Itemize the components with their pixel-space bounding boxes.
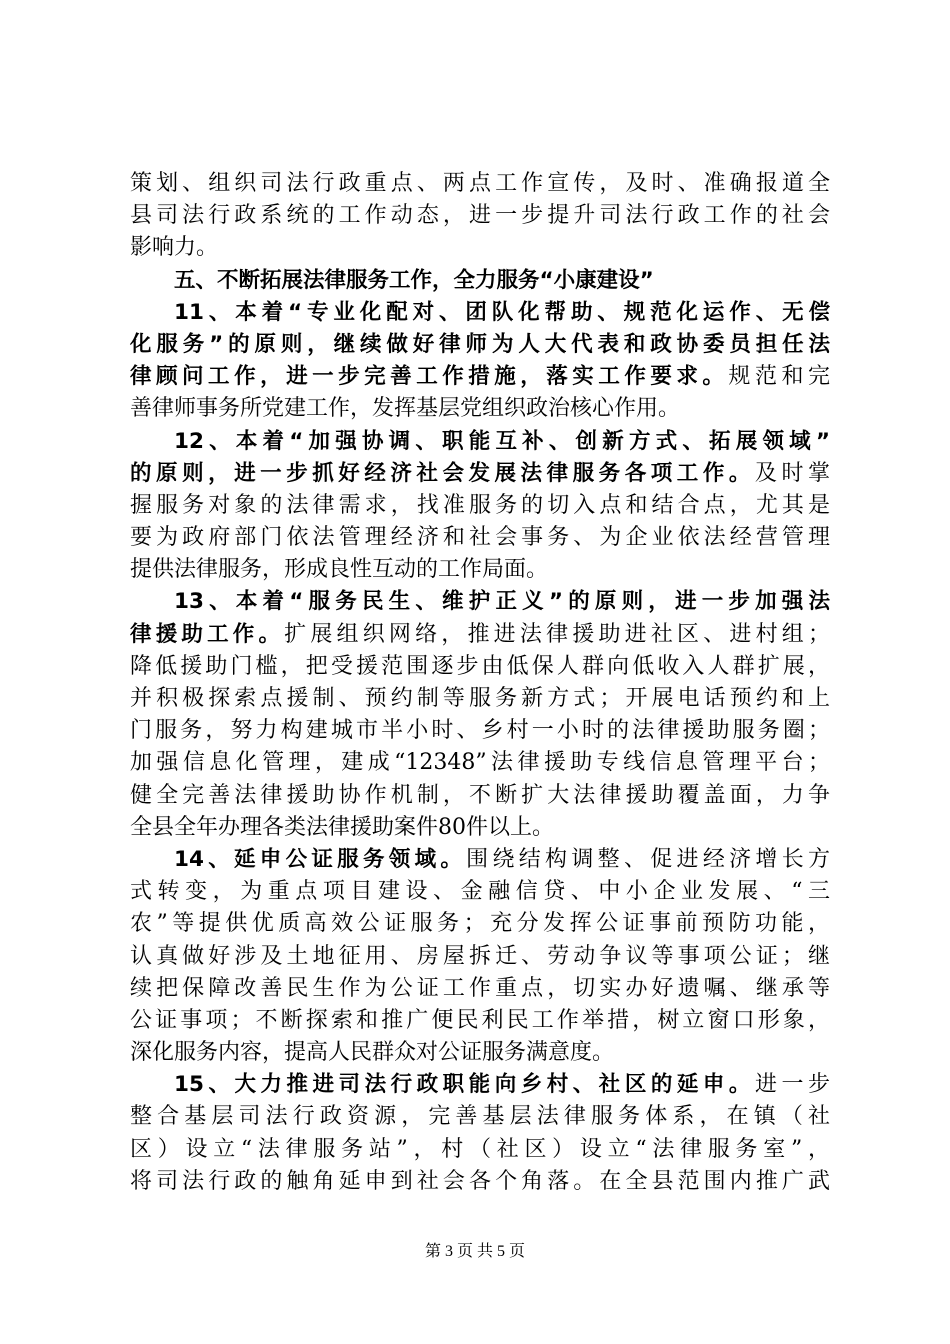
text-line — [130, 329, 830, 361]
bold-text-segment: 律顾问工作，进一步完善工作措施，落实工作要求。 — [130, 364, 729, 390]
text-line — [130, 458, 830, 490]
text-line — [130, 426, 830, 458]
text-segment: 区）设立“法律服务站”，村（社区）设立“法律服务室”， — [130, 1136, 830, 1162]
bold-text-segment: 五、不断拓展法律服务工作，全力服务“小康建设” — [174, 267, 654, 293]
text-line — [130, 1134, 830, 1166]
bold-text-segment: 化服务”的原则，继续做好律师为人大代表和政协委员担任法 — [130, 331, 830, 357]
text-segment: 规范和完 — [728, 364, 830, 390]
text-line — [130, 683, 830, 715]
text-segment: 并积极探索点援制、预约制等服务新方式；开展电话预约和上 — [130, 686, 830, 711]
text-line — [130, 361, 830, 393]
text-line — [130, 393, 830, 425]
text-segment: 要为政府部门依法管理经济和社会事务、为企业依法经营管理 — [130, 525, 830, 551]
text-line — [130, 1069, 830, 1101]
text-segment: 整合基层司法行政资源，完善基层法律服务体系，在镇（社 — [130, 1104, 830, 1130]
bold-text-segment: 15、大力推进司法行政职能向乡村、社区的延申。 — [174, 1072, 755, 1098]
text-line — [130, 200, 830, 232]
text-segment: 进一步 — [754, 1072, 830, 1098]
text-segment: 公证事项；不断探索和推广便民利民工作举措，树立窗口形象， — [130, 1007, 830, 1033]
document-body — [130, 168, 830, 1198]
text-line — [130, 232, 830, 264]
bold-text-segment: 11、本着“专业化配对、团队化帮助、规范化运作、无偿 — [174, 299, 830, 325]
text-line — [130, 651, 830, 683]
text-segment: 续把保障改善民生作为公证工作重点，切实办好遗嘱、继承等 — [130, 975, 830, 1001]
text-segment: 农”等提供优质高效公证服务；充分发挥公证事前预防功能， — [130, 911, 830, 937]
text-segment: 影响力。 — [130, 235, 219, 261]
bold-text-segment: 律援助工作。 — [130, 621, 285, 647]
text-segment: 深化服务内容，提高人民群众对公证服务满意度。 — [130, 1040, 615, 1066]
bold-text-segment: 14、延申公证服务领域。 — [174, 846, 467, 872]
text-line — [130, 490, 830, 522]
page-footer: 第 3 页 共 5 页 — [424, 1243, 525, 1260]
text-line — [130, 876, 830, 908]
text-line — [130, 941, 830, 973]
bold-text-segment: 13、本着“服务民生、维护正义”的原则，进一步加强法 — [174, 589, 830, 615]
text-line — [130, 1166, 830, 1198]
text-segment: 策划、组织司法行政重点、两点工作宣传，及时、准确报道全 — [130, 171, 830, 196]
text-segment: 善律师事务所党建工作，发挥基层党组织政治核心作用。 — [130, 396, 681, 422]
text-segment: 及时掌 — [754, 460, 830, 486]
text-line — [130, 747, 830, 779]
text-line — [130, 265, 830, 297]
text-line — [130, 780, 830, 812]
text-line — [130, 1037, 830, 1069]
text-segment: 围绕结构调整、促进经济增长方 — [466, 846, 830, 872]
text-line — [130, 1101, 830, 1133]
text-segment: 加强信息化管理，建成“12348”法律援助专线信息管理平台； — [130, 750, 830, 776]
text-segment: 握服务对象的法律需求，找准服务的切入点和结合点，尤其是 — [130, 492, 830, 518]
text-line — [130, 297, 830, 329]
text-segment: 健全完善法律援助协作机制，不断扩大法律援助覆盖面，力争 — [130, 782, 830, 808]
text-segment: 门服务，努力构建城市半小时、乡村一小时的法律援助服务圈； — [130, 718, 830, 744]
text-line — [130, 908, 830, 940]
text-line — [130, 619, 830, 651]
text-segment: 式转变，为重点项目建设、金融信贷、中小企业发展、“三 — [130, 879, 830, 905]
text-line — [130, 844, 830, 876]
text-segment: 降低援助门槛，把受援范围逐步由低保人群向低收入人群扩展， — [130, 653, 830, 679]
text-segment: 将司法行政的触角延申到社会各个角落。在全县范围内推广武 — [130, 1168, 830, 1194]
text-line — [130, 1005, 830, 1037]
text-segment: 县司法行政系统的工作动态，进一步提升司法行政工作的社会 — [130, 203, 830, 229]
text-line — [130, 973, 830, 1005]
bold-text-segment: 12、本着“加强协调、职能互补、创新方式、拓展领域” — [174, 428, 830, 454]
text-segment: 认真做好涉及土地征用、房屋拆迁、劳动争议等事项公证；继 — [130, 943, 830, 969]
text-line — [130, 812, 830, 844]
text-segment: 全县全年办理各类法律援助案件80件以上。 — [130, 814, 554, 840]
text-line — [130, 168, 830, 200]
text-line — [130, 715, 830, 747]
text-segment: 提供法律服务，形成良性互动的工作局面。 — [130, 557, 549, 583]
bold-text-segment: 的原则，进一步抓好经济社会发展法律服务各项工作。 — [130, 460, 755, 486]
text-line — [130, 586, 830, 618]
text-line — [130, 522, 830, 554]
text-segment: 扩展组织网络，推进法律援助进社区、进村组； — [284, 621, 830, 647]
text-line — [130, 554, 830, 586]
